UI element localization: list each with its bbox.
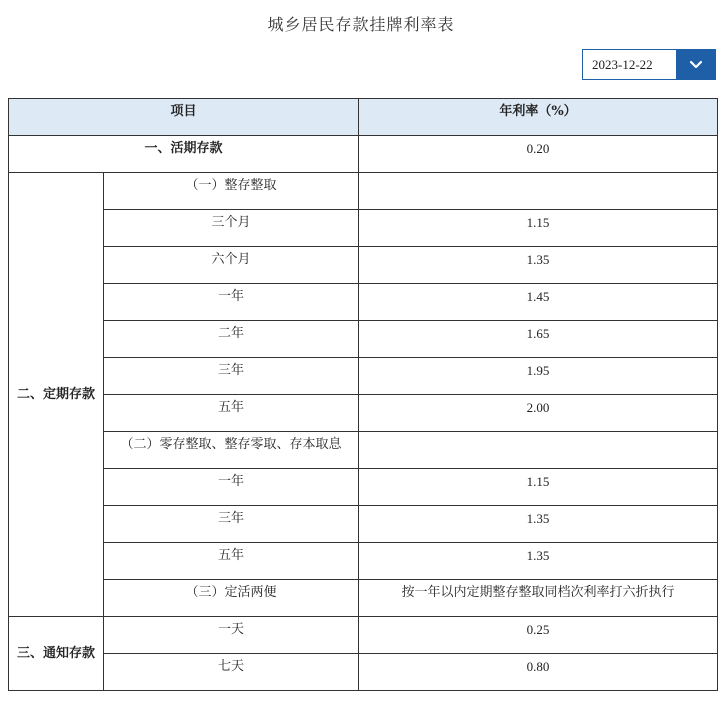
table-row [9, 617, 718, 654]
rate-table [8, 98, 718, 691]
term-label: 三个月 [104, 210, 359, 247]
term-rate: 1.15 [359, 210, 718, 247]
table-row [9, 247, 718, 284]
term-label: 一天 [104, 617, 359, 654]
fixed-sub1-label: （一）整存整取 [104, 173, 359, 210]
term-rate: 0.25 [359, 617, 718, 654]
date-select-button[interactable] [676, 50, 715, 79]
term-rate: 1.35 [359, 506, 718, 543]
term-label: 五年 [104, 543, 359, 580]
term-rate: 1.35 [359, 247, 718, 284]
header-item: 项目 [9, 99, 359, 136]
term-label: 三年 [104, 506, 359, 543]
term-label: 二年 [104, 321, 359, 358]
table-row [9, 580, 718, 617]
table-row [9, 173, 718, 210]
fixed-sub2-label: （二）零存整取、整存零取、存本取息 [104, 432, 359, 469]
table-row [9, 432, 718, 469]
table-row [9, 136, 718, 173]
term-rate: 1.15 [359, 469, 718, 506]
term-rate: 1.35 [359, 543, 718, 580]
fixed-sub3-label: （三）定活两便 [104, 580, 359, 617]
table-header-row [9, 99, 718, 136]
fixed-sub3-rate: 按一年以内定期整存整取同档次利率打六折执行 [359, 580, 718, 617]
chevron-down-icon [689, 60, 703, 70]
fixed-group-label: 二、定期存款 [9, 173, 104, 617]
term-label: 五年 [104, 395, 359, 432]
term-rate: 2.00 [359, 395, 718, 432]
term-rate: 1.45 [359, 284, 718, 321]
page-title: 城乡居民存款挂牌利率表 [267, 15, 455, 34]
table-row [9, 469, 718, 506]
term-label: 六个月 [104, 247, 359, 284]
date-select[interactable] [582, 49, 716, 80]
term-rate: 1.95 [359, 358, 718, 395]
table-row [9, 358, 718, 395]
table-row [9, 506, 718, 543]
fixed-sub2-rate [359, 432, 718, 469]
date-select-value[interactable]: 2023-12-22 [592, 57, 653, 72]
fixed-sub1-rate [359, 173, 718, 210]
table-row [9, 543, 718, 580]
term-label: 一年 [104, 469, 359, 506]
term-label: 三年 [104, 358, 359, 395]
term-label: 一年 [104, 284, 359, 321]
term-rate: 0.80 [359, 654, 718, 691]
term-rate: 1.65 [359, 321, 718, 358]
header-rate: 年利率（%） [359, 99, 718, 136]
demand-label: 一、活期存款 [9, 136, 359, 173]
table-row [9, 654, 718, 691]
table-row [9, 284, 718, 321]
term-label: 七天 [104, 654, 359, 691]
table-row [9, 395, 718, 432]
notice-group-label: 三、通知存款 [9, 617, 104, 691]
demand-rate: 0.20 [359, 136, 718, 173]
table-row [9, 321, 718, 358]
table-row [9, 210, 718, 247]
